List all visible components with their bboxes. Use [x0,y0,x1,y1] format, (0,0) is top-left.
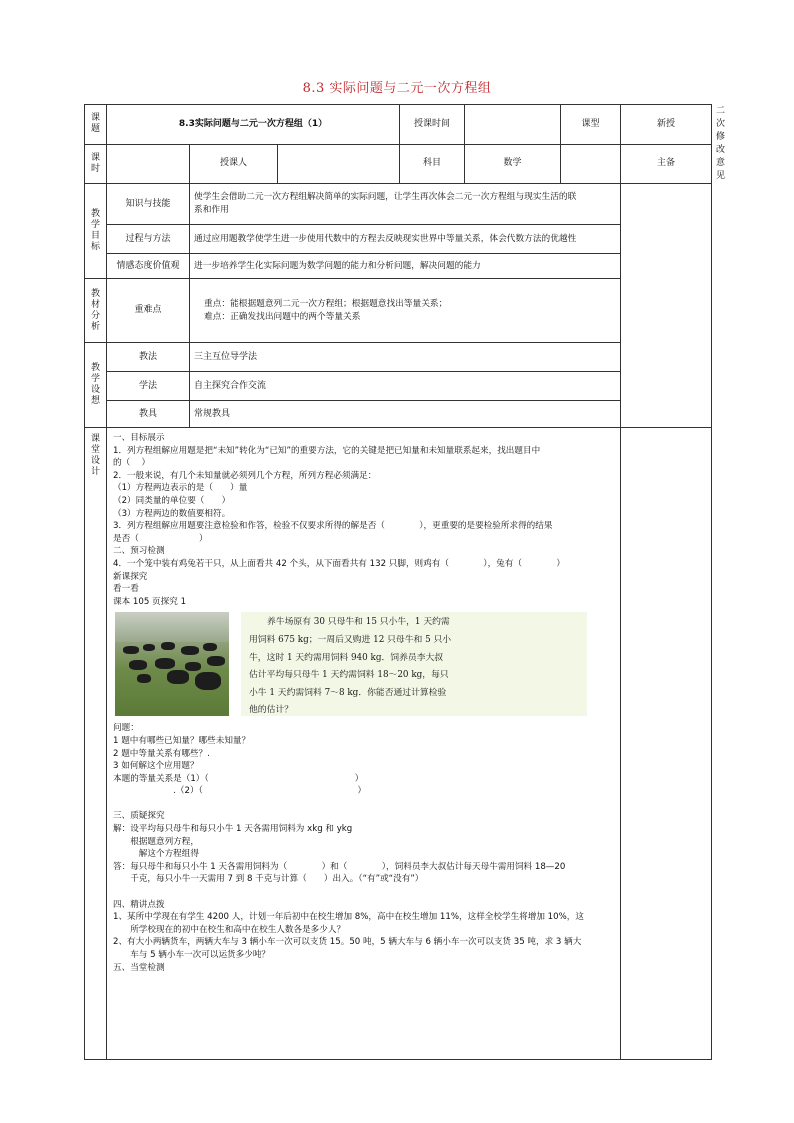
goal-text: 进一步培养学生化实际问题为数学问题的能力和分析问题，解决问题的能力 [190,254,621,279]
content-line: 车与 5 辆小车一次可以运货多少吨？ [113,950,271,960]
content-line: 三、质疑探究 [113,811,165,822]
content-line: 答：每只母牛和每只小牛 1 天各需用饲料为（ ）和（ ），饲料员李大叔估计每天母牛需用饲料 18—20 [113,861,566,872]
textbook-example [115,612,614,716]
time-value[interactable] [465,105,561,145]
document-title: 8.3 实际问题与二元一次方程组 [302,81,492,96]
content-line: （1）方程两边表示的是（ ）量 [113,483,248,494]
content-line: 是否（ ） [113,533,208,544]
topic-title: 8.3实际问题与二元一次方程组（1） [107,105,400,145]
goal-name: 知识与技能 [107,184,190,225]
content-line: 新课探究 [113,571,148,582]
content-line [113,798,614,811]
content-line: 问题： [113,723,139,734]
label-topic: 课 题 [85,105,107,145]
cattle-photo [115,612,229,716]
content-line: 五、当堂检测 [113,962,165,973]
content-line: 3．列方程组解应用题要注意检验和作答，检验不仅要求所得的解是否（ ），更重要的是要检验所求得的结果 [113,521,553,532]
label-goals: 教 学 目 标 [85,184,107,279]
content-line: 所学校现在的初中在校生和高中在校生人数各是多少人？ [113,924,346,935]
row-design-tools [85,401,712,428]
content-line: 解这个方程组得 [113,849,199,860]
type-value: 新授 [621,105,712,145]
row-goal-attitude [85,254,712,279]
design-name: 教具 [107,401,190,428]
design-name: 学法 [107,372,190,401]
content-line [113,886,614,899]
content-line: （2）同类量的单位要（ ） [113,495,231,506]
subject-label: 科目 [400,144,465,184]
row-design-study [85,372,712,401]
content-line: 2、有大小两辆货车，两辆大车与 3 辆小车一次可以支货 15。50 吨，5 辆大车与 6 辆小车一次可以支货 35 吨，求 3 辆大 [113,937,582,948]
revision-column [621,184,712,428]
lesson-plan-table [84,104,726,1060]
content-line: 1．列方程组解应用题是把“未知”转化为“已知”的重要方法，它的关键是把已知量和未知量联系起来，找出题目中 [113,445,541,456]
row-goal-knowledge [85,184,712,225]
type-label: 课型 [561,105,621,145]
teacher-label: 授课人 [190,144,278,184]
label-design: 教 学 设 想 [85,343,107,428]
content-line: .（2）（ ） [113,786,367,797]
example-problem-text: 养牛场原有 30 只母牛和 15 只小牛，1 天约需 用饲料 675 kg；一周后又购进 12 只母牛和 5 只小 牛，这时 1 天约需用饲料 940 kg．饲养员李大叔 估计平均每只母牛 1 天约需饲料 18～20 kg，每只 小牛 1 天约需饲料 7～8 kg．你能否通过计算检验 他的估计？ [241,612,587,716]
main-label: 主备 [621,144,712,184]
content-line: 二、预习检测 [113,546,165,557]
goal-text: 使学生会借助二元一次方程组解决简单的实际问题，让学生再次体会二元一次方程组与现实生活的联 系和作用 [190,184,621,225]
content-line: 2 题中等量关系有哪些？. [113,748,210,759]
content-line: 解：设平均每只母牛和每只小牛 1 天各需用饲料为 xkg 和 ykg [113,824,353,835]
design-value: 三主互位导学法 [190,343,621,372]
row-goal-process [85,225,712,254]
analysis-text: 重点：能根据题意列二元一次方程组；根据题意找出等量关系； 难点：正确发找出问题中的两个等量关系 [190,279,621,343]
design-value: 自主探究合作交流 [190,372,621,401]
row-period [85,144,712,184]
content-line: 根据题意列方程， [113,836,199,847]
label-period: 课 时 [85,144,107,184]
teacher-value[interactable] [278,144,400,184]
content-line: 的（ ） [113,458,151,469]
period-value[interactable] [107,144,190,184]
label-analysis: 教 材 分 析 [85,279,107,343]
content-line: 1 题中有哪些已知量？哪些未知量？ [113,735,251,746]
subject-value: 数学 [465,144,561,184]
content-line: 千克，每只小牛一天需用 7 到 8 千克与计算（ ）出入。（“有”或“没有”） [113,874,424,885]
content-line: 课本 105 页探究 1 [113,596,187,607]
content-line: 四、精讲点拨 [113,899,165,910]
time-label: 授课时间 [400,105,465,145]
content-line: 本题的等量关系是（1）（ ） [113,773,364,784]
design-value: 常规教具 [190,401,621,428]
row-topic: 课 题 8.3实际问题与二元一次方程组（1） 授课时间 课型 新授 二次修改意见 [85,105,712,145]
content-line: 3 如何解这个应用题？ [113,761,199,772]
goal-text: 通过应用题教学使学生进一步使用代数中的方程去反映现实世界中等量关系，体会代数方法的优越性 [190,225,621,254]
goal-name: 过程与方法 [107,225,190,254]
content-line: 一、目标展示 [113,433,165,443]
row-design-method [85,343,712,372]
content-line: 1、某所中学现在有学生 4200 人，计划一年后初中在校生增加 8%，高中在校生增加 11%，这样全校学生将增加 10%，这 [113,912,584,923]
revision-column-lower [621,428,712,1060]
goal-name: 情感态度价值观 [107,254,190,279]
analysis-name: 重难点 [107,279,190,343]
row-class-design [85,428,712,1060]
design-name: 教法 [107,343,190,372]
row-analysis [85,279,712,343]
main-empty [561,144,621,184]
label-class-design: 课 堂 设 计 [85,428,107,1060]
content-line: 2．一般来说，有几个未知量就必须列几个方程，所列方程必须满足： [113,470,377,481]
class-design-content [107,428,621,1060]
content-line: 4．一个笼中装有鸡兔若干只，从上面看共 42 个头，从下面看共有 132 只脚，则鸡有（ ），兔有（ ） [113,558,565,569]
content-line: 看一看 [113,584,139,595]
content-line: （3）方程两边的数值要相符。 [113,508,231,519]
